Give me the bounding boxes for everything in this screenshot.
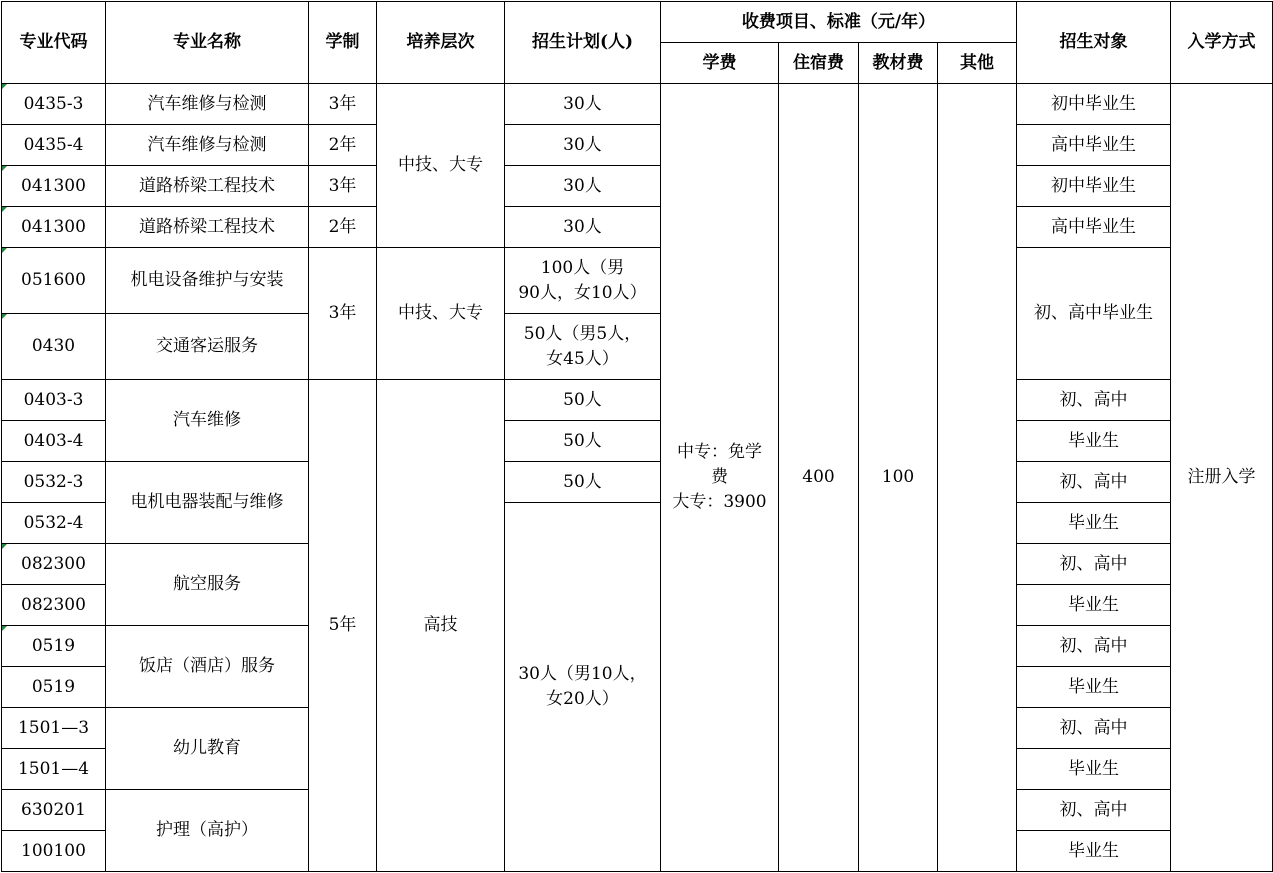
cell-lodging: 400 — [779, 84, 859, 872]
table-row — [2, 207, 1273, 248]
header-lodging: 住宿费 — [779, 43, 859, 84]
cell-code: 051600 — [2, 248, 106, 314]
cell-code: 630201 — [2, 790, 106, 831]
cell-target: 初、高中 — [1017, 708, 1171, 749]
cell-plan — [505, 248, 661, 314]
plan-line: 30人（男10人， — [518, 664, 647, 684]
header-level: 培养层次 — [377, 2, 505, 84]
table-row — [2, 166, 1273, 207]
cell-textbook: 100 — [859, 84, 938, 872]
header-name: 专业名称 — [106, 2, 309, 84]
cell-code: 1501—3 — [2, 708, 106, 749]
cell-target: 初、高中 — [1017, 544, 1171, 585]
cell-duration: 2年 — [309, 207, 377, 248]
header-duration: 学制 — [309, 2, 377, 84]
header-textbook: 教材费 — [859, 43, 938, 84]
cell-target: 初、高中 — [1017, 626, 1171, 667]
cell-target: 高中毕业生 — [1017, 207, 1171, 248]
header-row — [2, 2, 1273, 43]
header-admission: 入学方式 — [1171, 2, 1273, 84]
cell-level-c: 高技 — [377, 380, 505, 872]
cell-name-motor: 电机电器装配与维修 — [106, 462, 309, 544]
table-row — [2, 84, 1273, 125]
plan-line: 100人（男 — [540, 257, 625, 278]
plan-line: 90人，女10人） — [518, 282, 647, 303]
cell-name: 交通客运服务 — [106, 314, 309, 380]
cell-level-b: 中技、大专 — [377, 248, 505, 380]
cell-target: 高中毕业生 — [1017, 125, 1171, 166]
tuition-line: 中专：免学 — [677, 442, 762, 462]
cell-duration: 3年 — [309, 84, 377, 125]
cell-target-b: 初、高中毕业生 — [1017, 248, 1171, 380]
cell-code: 0532-3 — [2, 462, 106, 503]
tuition-line: 费 — [711, 467, 728, 487]
cell-name: 道路桥梁工程技术 — [106, 166, 309, 207]
cell-admission: 注册入学 — [1171, 84, 1273, 872]
cell-code: 082300 — [2, 585, 106, 626]
cell-duration: 2年 — [309, 125, 377, 166]
header-other: 其他 — [938, 43, 1017, 84]
cell-code: 0519 — [2, 626, 106, 667]
cell-plan: 50人 — [505, 462, 661, 503]
cell-target: 毕业生 — [1017, 585, 1171, 626]
header-code: 专业代码 — [2, 2, 106, 84]
cell-plan: 30人 — [505, 125, 661, 166]
table-row — [2, 380, 1273, 421]
cell-code: 041300 — [2, 166, 106, 207]
cell-target: 毕业生 — [1017, 503, 1171, 544]
cell-target: 初中毕业生 — [1017, 84, 1171, 125]
table-row — [2, 462, 1273, 503]
cell-duration: 3年 — [309, 166, 377, 207]
cell-target: 毕业生 — [1017, 667, 1171, 708]
cell-plan: 50人 — [505, 421, 661, 462]
plan-line: 女45人） — [546, 348, 619, 369]
cell-plan: 30人 — [505, 84, 661, 125]
cell-target: 毕业生 — [1017, 421, 1171, 462]
cell-name-aviation: 航空服务 — [106, 544, 309, 626]
cell-target: 初、高中 — [1017, 380, 1171, 421]
header-plan: 招生计划(人) — [505, 2, 661, 84]
cell-code: 0430 — [2, 314, 106, 380]
cell-code: 0532-4 — [2, 503, 106, 544]
cell-plan: 30人 — [505, 166, 661, 207]
cell-plan: 50人 — [505, 380, 661, 421]
cell-plan — [505, 314, 661, 380]
cell-name: 道路桥梁工程技术 — [106, 207, 309, 248]
cell-code: 0435-4 — [2, 125, 106, 166]
cell-name: 机电设备维护与安装 — [106, 248, 309, 314]
cell-plan-c — [505, 503, 661, 872]
cell-level-a: 中技、大专 — [377, 84, 505, 248]
header-tuition: 学费 — [661, 43, 779, 84]
cell-code: 0519 — [2, 667, 106, 708]
table-row — [2, 125, 1273, 166]
cell-target: 初、高中 — [1017, 462, 1171, 503]
cell-code: 100100 — [2, 831, 106, 872]
cell-code: 082300 — [2, 544, 106, 585]
cell-code: 0435-3 — [2, 84, 106, 125]
table-row — [2, 248, 1273, 314]
cell-name-nursing: 护理（高护） — [106, 790, 309, 872]
cell-name: 汽车维修与检测 — [106, 84, 309, 125]
cell-target: 毕业生 — [1017, 749, 1171, 790]
cell-code: 1501—4 — [2, 749, 106, 790]
cell-target: 毕业生 — [1017, 831, 1171, 872]
cell-duration-b: 3年 — [309, 248, 377, 380]
plan-line: 女20人） — [546, 689, 619, 709]
cell-name-auto-repair: 汽车维修 — [106, 380, 309, 462]
cell-other — [938, 84, 1017, 872]
cell-plan: 30人 — [505, 207, 661, 248]
cell-code: 041300 — [2, 207, 106, 248]
cell-code: 0403-4 — [2, 421, 106, 462]
cell-name: 汽车维修与检测 — [106, 125, 309, 166]
header-fees-group: 收费项目、标准（元/年） — [661, 2, 1017, 43]
cell-code: 0403-3 — [2, 380, 106, 421]
header-target: 招生对象 — [1017, 2, 1171, 84]
cell-name-preschool: 幼儿教育 — [106, 708, 309, 790]
cell-tuition — [661, 84, 779, 872]
tuition-line: 大专：3900 — [672, 492, 767, 512]
cell-target: 初、高中 — [1017, 790, 1171, 831]
cell-duration-c: 5年 — [309, 380, 377, 872]
cell-target: 初中毕业生 — [1017, 166, 1171, 207]
cell-name-hotel: 饭店（酒店）服务 — [106, 626, 309, 708]
enrollment-table — [1, 1, 1273, 872]
plan-line: 50人（男5人， — [523, 323, 642, 344]
